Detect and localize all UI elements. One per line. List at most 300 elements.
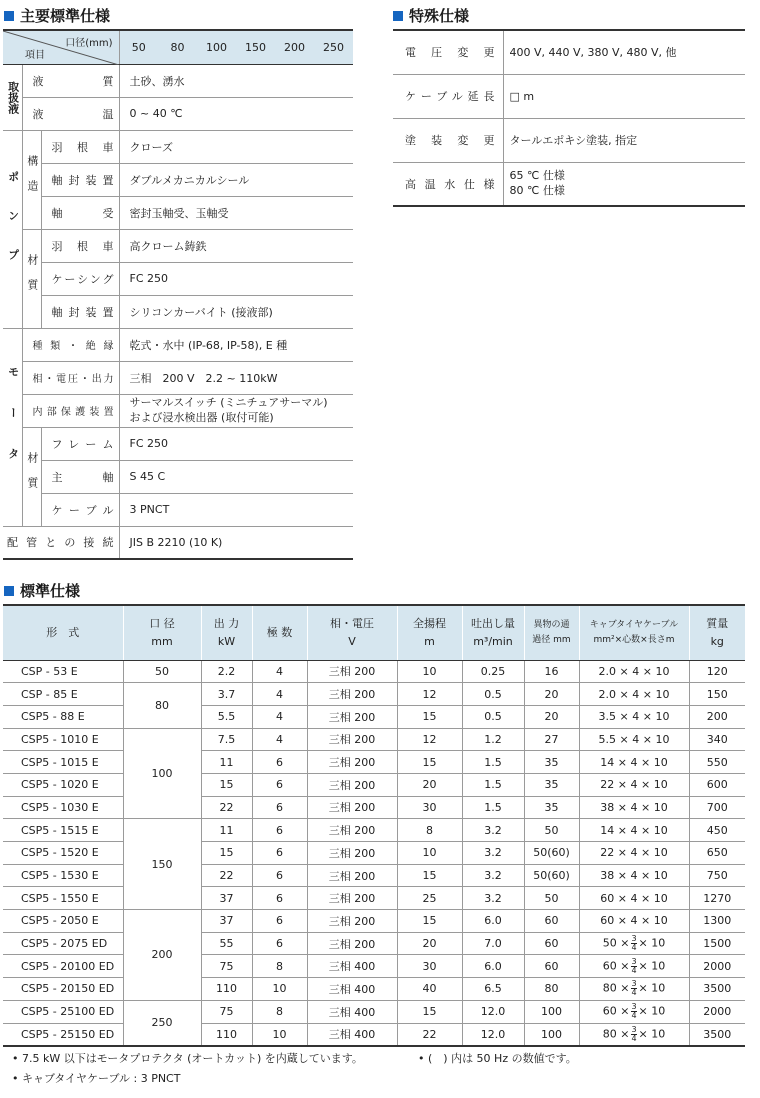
value-liquid: 土砂、湧水 bbox=[119, 64, 353, 97]
fraction-numerator: 3 bbox=[631, 934, 637, 944]
special-row bbox=[393, 162, 745, 206]
table-cell: 2.2 bbox=[201, 660, 252, 683]
table-cell bbox=[579, 1023, 689, 1046]
table-cell: 3.2 bbox=[462, 819, 524, 842]
table-cell bbox=[579, 955, 689, 978]
table-cell: 三相 200 bbox=[307, 864, 397, 887]
square-bullet-icon bbox=[393, 11, 403, 21]
table-cell: 30 bbox=[397, 955, 462, 978]
note-protector: • 7.5 kW 以下はモータプロテクタ (オートカット) を内蔵しています。 bbox=[12, 1052, 363, 1065]
table-cell: CSP - 85 E bbox=[3, 683, 123, 706]
cable-part: 60 × bbox=[602, 1004, 630, 1018]
fraction bbox=[631, 1026, 636, 1043]
table-cell: 15 bbox=[397, 1000, 462, 1023]
table-cell: 100 bbox=[123, 728, 201, 819]
table-cell: 3500 bbox=[689, 978, 745, 1001]
table-cell: 60 bbox=[524, 955, 579, 978]
label-insulation: 種類・絶縁 bbox=[22, 328, 119, 361]
table-cell: 60 × 4 × 10 bbox=[579, 887, 689, 910]
table-cell: 三相 200 bbox=[307, 910, 397, 933]
table-cell: 4 bbox=[252, 728, 307, 751]
fraction-denominator: 4 bbox=[631, 988, 637, 998]
main-spec-table bbox=[3, 29, 353, 560]
value-shaft: S 45 C bbox=[119, 460, 353, 493]
table-cell: 3.2 bbox=[462, 864, 524, 887]
header-model-label: 形 式 bbox=[46, 625, 80, 639]
table-cell: 6 bbox=[252, 932, 307, 955]
header-voltage-unit: V bbox=[348, 634, 356, 648]
header-voltage-label: 相・電圧 bbox=[330, 617, 374, 631]
table-cell: 20 bbox=[524, 683, 579, 706]
table-cell: 三相 200 bbox=[307, 887, 397, 910]
label-phase: 相・電圧・出力 bbox=[22, 361, 119, 394]
table-cell: 三相 200 bbox=[307, 705, 397, 728]
table-cell: 35 bbox=[524, 751, 579, 774]
table-cell: 15 bbox=[397, 751, 462, 774]
header-output bbox=[201, 605, 252, 660]
table-cell: 75 bbox=[201, 955, 252, 978]
row-piping bbox=[3, 526, 353, 559]
main-spec-header-row bbox=[3, 30, 353, 64]
table-row bbox=[3, 819, 745, 842]
table-cell: 10 bbox=[397, 842, 462, 865]
table-cell: 10 bbox=[252, 978, 307, 1001]
label-seal-m: 軸封装置 bbox=[41, 295, 119, 328]
table-cell: 22 bbox=[397, 1023, 462, 1046]
table-cell: CSP5 - 20100 ED bbox=[3, 955, 123, 978]
special-row bbox=[393, 118, 745, 162]
label-seal-s: 軸封装置 bbox=[41, 163, 119, 196]
cable-part: 60 × bbox=[602, 959, 630, 973]
table-cell: CSP5 - 20150 ED bbox=[3, 978, 123, 1001]
table-cell: 三相 200 bbox=[307, 796, 397, 819]
table-cell: 60 × 4 × 10 bbox=[579, 910, 689, 933]
value-protection bbox=[119, 394, 353, 427]
table-cell: 15 bbox=[397, 705, 462, 728]
value-seal-m: シリコンカーバイト (接液部) bbox=[119, 295, 353, 328]
size-header: 200 bbox=[275, 30, 314, 64]
group-pump: ポンプ bbox=[3, 130, 22, 328]
fraction bbox=[631, 980, 636, 997]
table-cell: 38 × 4 × 10 bbox=[579, 864, 689, 887]
table-cell: 6.0 bbox=[462, 955, 524, 978]
value-casing: FC 250 bbox=[119, 262, 353, 295]
row-seal-m bbox=[3, 295, 353, 328]
table-cell: 6 bbox=[252, 796, 307, 819]
table-cell: 27 bbox=[524, 728, 579, 751]
table-cell: 50 bbox=[524, 819, 579, 842]
table-cell: 200 bbox=[689, 705, 745, 728]
table-cell: CSP5 - 1015 E bbox=[3, 751, 123, 774]
label-casing: ケーシング bbox=[41, 262, 119, 295]
table-cell: 三相 200 bbox=[307, 660, 397, 683]
table-cell: 3.5 × 4 × 10 bbox=[579, 705, 689, 728]
special-value-line-2: 80 ℃ 仕様 bbox=[509, 183, 565, 197]
table-cell: CSP5 - 25100 ED bbox=[3, 1000, 123, 1023]
header-model bbox=[3, 605, 123, 660]
row-temp bbox=[3, 97, 353, 130]
table-cell: 120 bbox=[689, 660, 745, 683]
table-cell: 4 bbox=[252, 660, 307, 683]
group-motor-material: 材質 bbox=[22, 427, 41, 526]
table-cell: 2000 bbox=[689, 955, 745, 978]
table-cell: 75 bbox=[201, 1000, 252, 1023]
standard-header-row bbox=[3, 605, 745, 660]
table-cell: 30 bbox=[397, 796, 462, 819]
row-shaft bbox=[3, 460, 353, 493]
size-header: 150 bbox=[236, 30, 275, 64]
special-row bbox=[393, 30, 745, 74]
table-cell: 14 × 4 × 10 bbox=[579, 751, 689, 774]
table-cell: 6 bbox=[252, 887, 307, 910]
table-cell: 60 bbox=[524, 932, 579, 955]
table-cell: 250 bbox=[123, 1000, 201, 1045]
label-impeller-m: 羽根車 bbox=[41, 229, 119, 262]
table-cell: 0.5 bbox=[462, 683, 524, 706]
table-cell: 450 bbox=[689, 819, 745, 842]
table-row bbox=[3, 932, 745, 955]
table-cell: CSP5 - 25150 ED bbox=[3, 1023, 123, 1046]
special-row bbox=[393, 74, 745, 118]
table-cell: 50(60) bbox=[524, 864, 579, 887]
value-impeller-s: クローズ bbox=[119, 130, 353, 163]
value-piping: JIS B 2210 (10 K) bbox=[119, 526, 353, 559]
fraction-numerator: 3 bbox=[631, 979, 637, 989]
table-cell: 2000 bbox=[689, 1000, 745, 1023]
table-cell: CSP5 - 1515 E bbox=[3, 819, 123, 842]
table-cell: 37 bbox=[201, 887, 252, 910]
table-cell: 50(60) bbox=[524, 842, 579, 865]
table-cell: 650 bbox=[689, 842, 745, 865]
row-liquid bbox=[3, 64, 353, 97]
table-cell: 15 bbox=[201, 773, 252, 796]
fraction bbox=[631, 958, 636, 975]
header-passage bbox=[524, 605, 579, 660]
row-insulation bbox=[3, 328, 353, 361]
table-cell: 6 bbox=[252, 910, 307, 933]
table-row bbox=[3, 728, 745, 751]
table-cell: 3.7 bbox=[201, 683, 252, 706]
table-row bbox=[3, 842, 745, 865]
label-bearing: 軸受 bbox=[41, 196, 119, 229]
header-bore bbox=[123, 605, 201, 660]
label-protection: 内部保護装置 bbox=[22, 394, 119, 427]
table-row bbox=[3, 910, 745, 933]
special-label: 高温水仕様 bbox=[393, 162, 503, 206]
table-cell: 35 bbox=[524, 773, 579, 796]
table-cell: CSP5 - 1530 E bbox=[3, 864, 123, 887]
table-cell: 三相 200 bbox=[307, 683, 397, 706]
special-label: 塗装変更 bbox=[393, 118, 503, 162]
header-cabtire-unit: mm²×心数×長さm bbox=[593, 634, 675, 645]
table-cell: 4 bbox=[252, 705, 307, 728]
table-cell: 5.5 bbox=[201, 705, 252, 728]
table-cell: 150 bbox=[123, 819, 201, 910]
table-cell: 50 bbox=[524, 887, 579, 910]
special-value: 400 V, 440 V, 380 V, 480 V, 他 bbox=[503, 30, 745, 74]
header-cabtire bbox=[579, 605, 689, 660]
label-cable: ケーブル bbox=[41, 493, 119, 526]
header-flow-unit: m³/min bbox=[473, 634, 513, 648]
col-label: 口径(mm) bbox=[65, 38, 113, 49]
group-handling: 取扱液 bbox=[3, 64, 22, 130]
note-50hz: • ( ) 内は 50 Hz の数値です。 bbox=[418, 1052, 577, 1065]
table-cell: CSP5 - 1550 E bbox=[3, 887, 123, 910]
header-bore-unit: mm bbox=[151, 634, 173, 648]
label-impeller-s: 羽根車 bbox=[41, 130, 119, 163]
table-cell: 80 bbox=[123, 683, 201, 728]
fraction-denominator: 4 bbox=[631, 1011, 637, 1021]
table-cell: 3.2 bbox=[462, 842, 524, 865]
table-row bbox=[3, 1000, 745, 1023]
header-passage-label: 異物の通 bbox=[533, 620, 570, 631]
table-cell: 1.2 bbox=[462, 728, 524, 751]
value-seal-s: ダブルメカニカルシール bbox=[119, 163, 353, 196]
table-cell: 8 bbox=[252, 955, 307, 978]
group-pump-structure: 構造 bbox=[22, 130, 41, 229]
square-bullet-icon bbox=[4, 586, 14, 596]
table-cell: 750 bbox=[689, 864, 745, 887]
table-cell: CSP5 - 88 E bbox=[3, 705, 123, 728]
row-impeller-m bbox=[3, 229, 353, 262]
special-value: □ m bbox=[503, 74, 745, 118]
standard-spec-table bbox=[3, 604, 745, 1047]
table-cell bbox=[579, 978, 689, 1001]
table-cell: 1.5 bbox=[462, 796, 524, 819]
table-cell: 22 bbox=[201, 864, 252, 887]
table-cell: 6 bbox=[252, 773, 307, 796]
fraction-numerator: 3 bbox=[631, 1002, 637, 1012]
table-cell: 80 bbox=[524, 978, 579, 1001]
table-cell: 16 bbox=[524, 660, 579, 683]
table-cell: 8 bbox=[397, 819, 462, 842]
table-cell bbox=[579, 1000, 689, 1023]
label-shaft: 主軸 bbox=[41, 460, 119, 493]
table-cell: 8 bbox=[252, 1000, 307, 1023]
table-cell bbox=[579, 932, 689, 955]
value-phase: 三相 200 V 2.2 ~ 110kW bbox=[119, 361, 353, 394]
header-head-unit: m bbox=[424, 634, 435, 648]
table-cell: 25 bbox=[397, 887, 462, 910]
table-cell: 50 bbox=[123, 660, 201, 683]
table-cell: 200 bbox=[123, 910, 201, 1001]
header-bore-label: 口 径 bbox=[149, 617, 175, 631]
table-cell: 20 bbox=[397, 773, 462, 796]
table-cell: 22 × 4 × 10 bbox=[579, 842, 689, 865]
table-cell: 55 bbox=[201, 932, 252, 955]
table-row bbox=[3, 1023, 745, 1046]
fraction-numerator: 3 bbox=[631, 956, 637, 966]
header-mass-unit: kg bbox=[710, 634, 724, 648]
table-row bbox=[3, 660, 745, 683]
table-cell: 三相 200 bbox=[307, 819, 397, 842]
fraction bbox=[631, 1003, 636, 1020]
row-frame bbox=[3, 427, 353, 460]
table-cell: 15 bbox=[397, 910, 462, 933]
table-cell: 6 bbox=[252, 751, 307, 774]
table-row bbox=[3, 864, 745, 887]
header-poles-label: 極 数 bbox=[266, 625, 293, 639]
cable-part: 50 × bbox=[602, 936, 630, 950]
special-label: ケーブル延長 bbox=[393, 74, 503, 118]
row-casing bbox=[3, 262, 353, 295]
table-cell: 三相 200 bbox=[307, 932, 397, 955]
table-cell: 12.0 bbox=[462, 1023, 524, 1046]
table-cell: 1500 bbox=[689, 932, 745, 955]
special-spec-title: 特殊仕様 bbox=[393, 5, 469, 26]
table-cell: 20 bbox=[524, 705, 579, 728]
table-cell: 2.0 × 4 × 10 bbox=[579, 660, 689, 683]
main-spec-title: 主要標準仕様 bbox=[4, 5, 110, 26]
table-cell: 37 bbox=[201, 910, 252, 933]
cable-part: × 10 bbox=[638, 959, 666, 973]
cable-part: × 10 bbox=[638, 1027, 666, 1041]
table-cell: CSP5 - 1010 E bbox=[3, 728, 123, 751]
header-poles bbox=[252, 605, 307, 660]
value-temp: 0 ~ 40 ℃ bbox=[119, 97, 353, 130]
header-mass-label: 質量 bbox=[706, 617, 729, 631]
group-motor: モータ bbox=[3, 328, 22, 526]
fraction-numerator: 3 bbox=[631, 1024, 637, 1034]
table-cell: CSP5 - 1520 E bbox=[3, 842, 123, 865]
table-row bbox=[3, 887, 745, 910]
table-cell: 20 bbox=[397, 932, 462, 955]
table-cell: 12.0 bbox=[462, 1000, 524, 1023]
special-value-line-1: 65 ℃ 仕様 bbox=[509, 168, 565, 182]
table-cell: 2.0 × 4 × 10 bbox=[579, 683, 689, 706]
table-cell: 6 bbox=[252, 864, 307, 887]
value-bearing: 密封玉軸受、玉軸受 bbox=[119, 196, 353, 229]
table-cell: 4 bbox=[252, 683, 307, 706]
table-cell: 22 bbox=[201, 796, 252, 819]
table-cell: 35 bbox=[524, 796, 579, 819]
protection-line-2: および浸水検出器 (取付可能) bbox=[129, 410, 274, 424]
fraction bbox=[631, 935, 636, 952]
row-seal-s bbox=[3, 163, 353, 196]
table-cell: 40 bbox=[397, 978, 462, 1001]
label-liquid: 液質 bbox=[22, 64, 119, 97]
square-bullet-icon bbox=[4, 11, 14, 21]
table-cell: 6 bbox=[252, 819, 307, 842]
table-cell: 三相 400 bbox=[307, 978, 397, 1001]
table-cell: 11 bbox=[201, 819, 252, 842]
table-row bbox=[3, 751, 745, 774]
standard-spec-body bbox=[3, 660, 745, 1046]
cable-part: × 10 bbox=[638, 981, 666, 995]
table-cell: 22 × 4 × 10 bbox=[579, 773, 689, 796]
table-cell: CSP5 - 2075 ED bbox=[3, 932, 123, 955]
table-cell: 0.5 bbox=[462, 705, 524, 728]
table-cell: 三相 400 bbox=[307, 1000, 397, 1023]
standard-spec-title: 標準仕様 bbox=[4, 580, 80, 601]
table-cell: 11 bbox=[201, 751, 252, 774]
table-cell: 550 bbox=[689, 751, 745, 774]
table-cell: 12 bbox=[397, 683, 462, 706]
cable-part: × 10 bbox=[638, 1004, 666, 1018]
table-cell: 12 bbox=[397, 728, 462, 751]
table-cell: 10 bbox=[397, 660, 462, 683]
table-cell: 15 bbox=[201, 842, 252, 865]
row-bearing bbox=[3, 196, 353, 229]
header-diagonal-cell bbox=[3, 30, 119, 64]
table-cell: 110 bbox=[201, 978, 252, 1001]
table-row bbox=[3, 955, 745, 978]
table-cell: 6 bbox=[252, 842, 307, 865]
table-cell: 340 bbox=[689, 728, 745, 751]
table-cell: 三相 400 bbox=[307, 955, 397, 978]
table-cell: 三相 200 bbox=[307, 728, 397, 751]
table-cell: 1.5 bbox=[462, 773, 524, 796]
table-cell: 6.5 bbox=[462, 978, 524, 1001]
label-piping: 配管との接続 bbox=[3, 526, 119, 559]
header-head-label: 全揚程 bbox=[413, 617, 446, 631]
table-cell: 15 bbox=[397, 864, 462, 887]
table-cell: 100 bbox=[524, 1023, 579, 1046]
fraction-denominator: 4 bbox=[631, 965, 637, 975]
header-flow bbox=[462, 605, 524, 660]
table-cell: 700 bbox=[689, 796, 745, 819]
table-row bbox=[3, 683, 745, 706]
table-cell: 三相 200 bbox=[307, 751, 397, 774]
header-voltage bbox=[307, 605, 397, 660]
row-protection bbox=[3, 394, 353, 427]
protection-line-1: サーマルスイッチ (ミニチュアサーマル) bbox=[129, 396, 328, 410]
header-flow-label: 吐出し量 bbox=[471, 617, 515, 631]
header-mass bbox=[689, 605, 745, 660]
table-cell: 14 × 4 × 10 bbox=[579, 819, 689, 842]
special-value bbox=[503, 162, 745, 206]
table-cell: 1300 bbox=[689, 910, 745, 933]
table-cell: CSP5 - 1030 E bbox=[3, 796, 123, 819]
table-row bbox=[3, 773, 745, 796]
special-label: 電圧変更 bbox=[393, 30, 503, 74]
header-passage-unit: 過径 mm bbox=[532, 634, 571, 645]
table-cell: 7.5 bbox=[201, 728, 252, 751]
table-cell: 三相 200 bbox=[307, 842, 397, 865]
table-cell: 三相 400 bbox=[307, 1023, 397, 1046]
group-pump-material: 材質 bbox=[22, 229, 41, 328]
label-frame: フレーム bbox=[41, 427, 119, 460]
row-cable bbox=[3, 493, 353, 526]
fraction-denominator: 4 bbox=[631, 943, 637, 953]
table-cell: 3.2 bbox=[462, 887, 524, 910]
table-cell: 110 bbox=[201, 1023, 252, 1046]
value-cable: 3 PNCT bbox=[119, 493, 353, 526]
table-row bbox=[3, 796, 745, 819]
table-cell: 5.5 × 4 × 10 bbox=[579, 728, 689, 751]
table-cell: 150 bbox=[689, 683, 745, 706]
special-spec-table bbox=[393, 29, 745, 207]
table-cell: CSP5 - 1020 E bbox=[3, 773, 123, 796]
note-cabtire: • キャブタイヤケーブル : 3 PNCT bbox=[12, 1072, 181, 1085]
size-header: 100 bbox=[197, 30, 236, 64]
value-impeller-m: 高クローム鋳鉄 bbox=[119, 229, 353, 262]
table-cell: 100 bbox=[524, 1000, 579, 1023]
table-cell: CSP5 - 2050 E bbox=[3, 910, 123, 933]
table-cell: 10 bbox=[252, 1023, 307, 1046]
table-cell: 1.5 bbox=[462, 751, 524, 774]
row-phase bbox=[3, 361, 353, 394]
table-row bbox=[3, 705, 745, 728]
cable-part: 80 × bbox=[602, 981, 630, 995]
table-cell: 60 bbox=[524, 910, 579, 933]
table-cell: 600 bbox=[689, 773, 745, 796]
size-header: 50 bbox=[119, 30, 158, 64]
header-output-label: 出 力 bbox=[213, 617, 240, 631]
table-cell: 6.0 bbox=[462, 910, 524, 933]
table-row bbox=[3, 978, 745, 1001]
header-output-unit: kW bbox=[217, 634, 236, 648]
